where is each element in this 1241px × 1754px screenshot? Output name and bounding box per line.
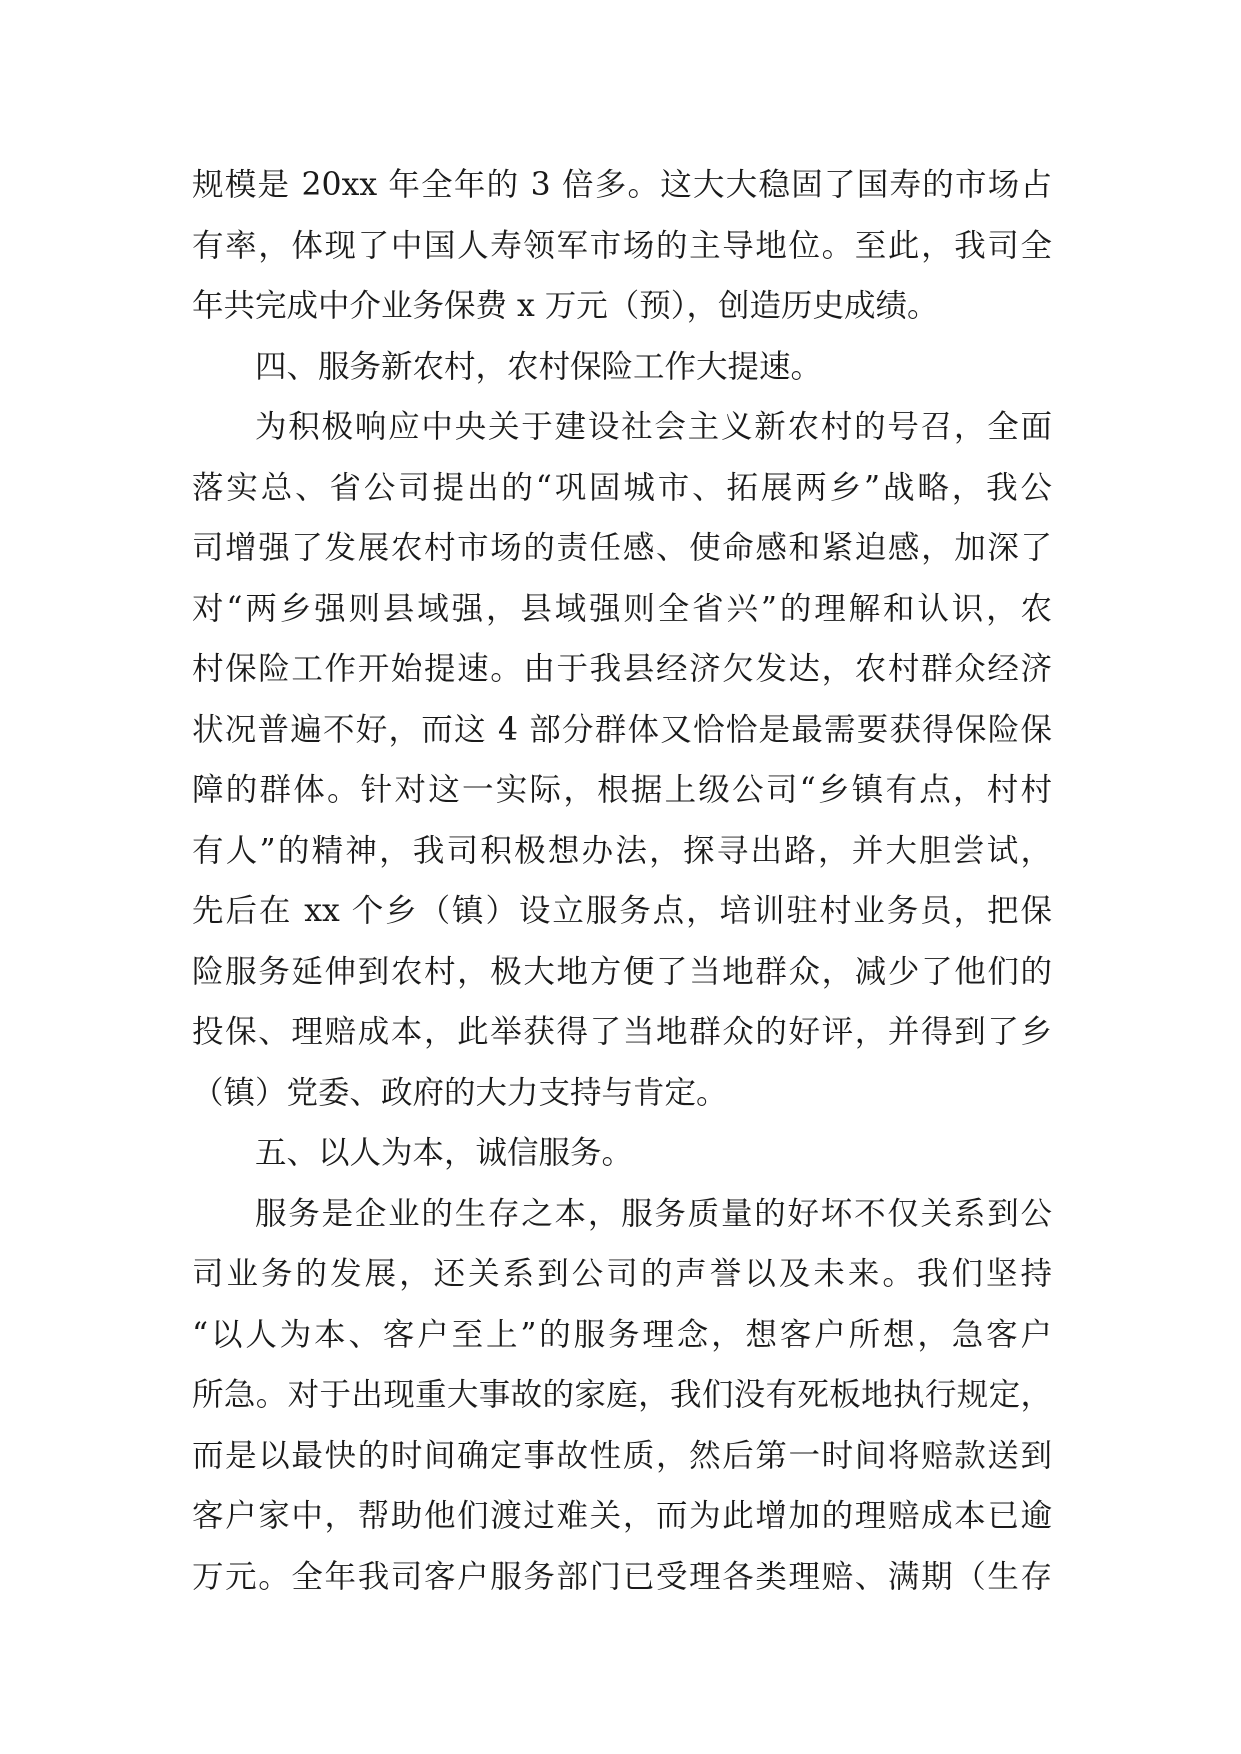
document-body <box>192 155 1052 1607</box>
text-line: 所急。对于出现重大事故的家庭，我们没有死板地执行规定， <box>192 1377 1052 1413</box>
text-line: 先后在 xx 个乡（镇）设立服务点，培训驻村业务员，把保 <box>192 893 1052 929</box>
text-line: 投保、理赔成本，此举获得了当地群众的好评，并得到了乡 <box>192 1014 1052 1050</box>
text-line: 有人”的精神，我司积极想办法，探寻出路，并大胆尝试， <box>192 832 1052 869</box>
text-line: 服务是企业的生存之本，服务质量的好坏不仅关系到公 <box>255 1195 1052 1232</box>
section-heading: 五、以人为本，诚信服务。 <box>255 1135 634 1171</box>
text-line: 年共完成中介业务保费 x 万元（预），创造历史成绩。 <box>192 288 939 324</box>
text-line: 司增强了发展农村市场的责任感、使命感和紧迫感，加深了 <box>192 530 1052 566</box>
text-line: 而是以最快的时间确定事故性质，然后第一时间将赔款送到 <box>192 1437 1052 1474</box>
text-line: “以人为本、客户至上”的服务理念，想客户所想，急客户 <box>192 1316 1052 1353</box>
text-line: 落实总、省公司提出的“巩固城市、拓展两乡”战略，我公 <box>192 469 1052 506</box>
text-line: 有率，体现了中国人寿领军市场的主导地位。至此，我司全 <box>192 227 1052 264</box>
text-line: 状况普遍不好，而这 4 部分群体又恰恰是最需要获得保险保 <box>192 711 1052 748</box>
text-line: 万元。全年我司客户服务部门已受理各类理赔、满期（生存 <box>192 1558 1052 1595</box>
text-line: 险服务延伸到农村，极大地方便了当地群众，减少了他们的 <box>192 953 1052 990</box>
text-line: 对“两乡强则县域强，县域强则全省兴”的理解和认识，农 <box>192 590 1052 627</box>
text-line: 司业务的发展，还关系到公司的声誉以及未来。我们坚持 <box>192 1256 1052 1292</box>
text-line: 障的群体。针对这一实际，根据上级公司“乡镇有点，村村 <box>192 772 1052 808</box>
text-line: （镇）党委、政府的大力支持与肯定。 <box>192 1074 728 1111</box>
text-line: 村保险工作开始提速。由于我县经济欠发达，农村群众经济 <box>192 651 1052 687</box>
section-heading: 四、服务新农村，农村保险工作大提速。 <box>255 348 823 385</box>
text-line: 客户家中，帮助他们渡过难关，而为此增加的理赔成本已逾 <box>192 1498 1052 1534</box>
text-line: 规模是 20xx 年全年的 3 倍多。这大大稳固了国寿的市场占 <box>192 167 1052 203</box>
text-line: 为积极响应中央关于建设社会主义新农村的号召，全面 <box>255 409 1052 445</box>
